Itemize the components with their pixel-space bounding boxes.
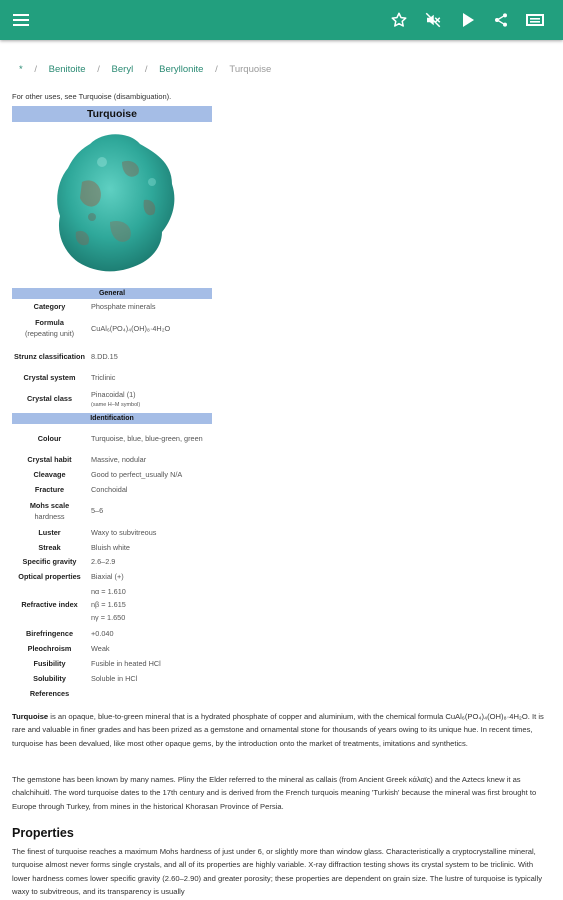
breadcrumb-item-beryllonite[interactable]: Beryllonite	[159, 64, 204, 75]
infobox-value: Biaxial (+)	[91, 571, 124, 581]
infobox-title: Turquoise	[12, 106, 212, 122]
infobox-label-text[interactable]: Mohs scale	[29, 500, 70, 510]
volume-off-icon[interactable]	[421, 8, 445, 32]
breadcrumb-separator: /	[144, 64, 148, 75]
infobox-label: Fracture	[34, 484, 65, 494]
infobox-value-text[interactable]: Pinacoidal (1)	[91, 390, 136, 399]
infobox-row-crystal-class	[12, 384, 212, 413]
infobox-value[interactable]: Triclinic	[91, 372, 116, 382]
infobox-row-streak	[12, 540, 212, 554]
breadcrumb-item-home[interactable]: *	[19, 64, 23, 75]
infobox-row-mohs	[12, 496, 212, 525]
intro-bold-term: Turquoise	[12, 712, 49, 721]
infobox-label: Crystal class	[26, 394, 73, 403]
intro-text: is an opaque, blue-to-green mineral that is a hydrated phosphate of copper and aluminium, with the chemical formula CuAl₆(PO₄)₄(OH)₈·4H₂O. It is rare and valuable in finer grades and has been prized as a gemstone and ornamental stone for thousands of years owing to its unique hue. In recent times, turquoise has been devalued, like most other opaque gems, by the introduction onto the market of treatments, imitations and synthetics.	[12, 712, 544, 748]
infobox-sublabel: hardness	[34, 511, 65, 521]
intro-paragraph	[12, 710, 552, 750]
infobox-label: Optical properties	[18, 571, 81, 581]
play-icon[interactable]	[456, 8, 480, 32]
infobox-value: CuAl₆(PO₄)₄(OH)₈·4H₂O	[91, 323, 171, 333]
star-icon[interactable]	[387, 8, 411, 32]
infobox-row-refractive-index	[12, 583, 212, 626]
infobox-label: Crystal habit	[27, 455, 72, 464]
breadcrumb-item-beryl[interactable]: Beryl	[111, 64, 134, 75]
infobox-value[interactable]: Conchoidal	[91, 484, 128, 494]
names-paragraph: The gemstone has been known by many names. Pliny the Elder referred to the mineral as callais (from Ancient Greek κάλαϊς) and the Aztecs knew it as chalchihuitl. The word turquoise dates to the 17th century and is derived from the French turquois meaning 'Turkish' because the mineral was first brought to Europe through Turkey, from mines in the historical Khorasan Province of Persia.	[12, 775, 537, 811]
infobox-value: Soluble in HCl	[91, 674, 138, 683]
infobox-row-colour	[12, 424, 212, 452]
infobox-value: Waxy to subvitreous	[91, 528, 157, 537]
infobox-row-category	[12, 299, 212, 314]
infobox-row-solubility	[12, 671, 212, 686]
infobox-label	[12, 500, 89, 522]
infobox-row-fracture	[12, 482, 212, 496]
infobox-section-general: General	[12, 288, 212, 299]
infobox-label: Luster	[38, 528, 61, 537]
infobox-row-birefringence	[12, 626, 212, 641]
infobox-value: +0.040	[91, 629, 114, 638]
infobox-value: Bluish white	[91, 542, 130, 552]
infobox-label: Crystal system	[23, 372, 76, 382]
infobox-value	[89, 585, 212, 624]
infobox-value	[89, 388, 212, 409]
infobox-value: 5–6	[91, 506, 104, 515]
breadcrumb-separator: /	[97, 64, 100, 75]
infobox-label: Refractive index	[21, 600, 78, 609]
menu-icon[interactable]	[9, 8, 33, 32]
breadcrumb-item-benitoite[interactable]: Benitoite	[48, 64, 86, 75]
properties-paragraph: The finest of turquoise reaches a maximum Mohs hardness of just under 6, or slightly more than window glass. Characteristically a cryptocrystalline mineral, turquoise almost never forms single crystals, and all of its properties are highly variable. X-ray diffraction testing shows its crystal system to be triclinic. With lower hardness comes lower specific gravity (2.60–2.90) and greater porosity; these properties are dependent on grain size. The lustre of turquoise is typically waxy to subvitreous, and its transparency is usually	[12, 847, 543, 897]
infobox-label: Strunz classification	[14, 351, 85, 361]
infobox-label: Solubility	[33, 674, 66, 683]
disambiguation-note[interactable]: For other uses, see Turquoise (disambiguation).	[12, 92, 172, 101]
breadcrumb	[19, 64, 271, 75]
infobox-label-text: Formula	[35, 318, 64, 327]
infobox-sublabel: (repeating unit)	[24, 329, 75, 338]
share-icon[interactable]	[489, 8, 513, 32]
infobox-row-luster	[12, 525, 212, 540]
infobox-row-specific-gravity	[12, 554, 212, 569]
infobox-value: Fusible in heated HCl	[91, 659, 161, 668]
section-heading-properties: Properties	[12, 826, 74, 840]
refractive-n-gamma: nγ = 1.650	[91, 613, 126, 622]
infobox-row-fusibility	[12, 656, 212, 671]
infobox-row-strunz	[12, 342, 212, 370]
infobox-value: Turquoise, blue, blue-green, green	[91, 433, 203, 443]
infobox-label: Pleochroism	[27, 644, 72, 653]
infobox-label: Category	[33, 302, 66, 311]
turquoise-mineral-image[interactable]	[12, 122, 212, 288]
infobox-label: Birefringence	[25, 629, 74, 638]
infobox-row-crystal-habit	[12, 452, 212, 467]
infobox-row-crystal-system	[12, 370, 212, 384]
refractive-n-beta: nβ = 1.615	[91, 600, 126, 609]
breadcrumb-separator: /	[34, 64, 37, 75]
infobox-row-optical-properties	[12, 569, 212, 583]
breadcrumb-separator: /	[215, 64, 218, 75]
infobox-row-formula	[12, 314, 212, 342]
infobox-label: Fusibility	[33, 659, 66, 668]
infobox-value: Good to perfect_usually N/A	[91, 470, 183, 479]
infobox-section-identification: Identification	[12, 413, 212, 424]
infobox-row-references	[12, 686, 212, 700]
infobox-value: 2.6–2.9	[91, 557, 116, 566]
infobox-value: Weak	[91, 644, 110, 653]
infobox-label	[12, 317, 89, 339]
infobox	[12, 106, 212, 700]
infobox-value: 8.DD.15	[91, 351, 118, 361]
refractive-n-alpha: nα = 1.610	[91, 587, 126, 596]
infobox-label: Streak	[38, 542, 61, 552]
breadcrumb-item-current: Turquoise	[229, 64, 272, 75]
infobox-label: Colour	[37, 433, 62, 443]
infobox-label: Cleavage	[33, 470, 66, 479]
view-list-icon[interactable]	[523, 8, 547, 32]
infobox-value[interactable]: Phosphate minerals	[91, 302, 156, 311]
article-view[interactable]	[0, 40, 563, 900]
infobox-label: References	[29, 688, 70, 698]
app-toolbar	[0, 0, 563, 40]
infobox-label: Specific gravity	[22, 557, 77, 566]
infobox-value: Massive, nodular	[91, 455, 147, 464]
infobox-value-note: (same H–M symbol)	[91, 402, 141, 408]
infobox-row-cleavage	[12, 467, 212, 482]
infobox-row-pleochroism	[12, 641, 212, 656]
